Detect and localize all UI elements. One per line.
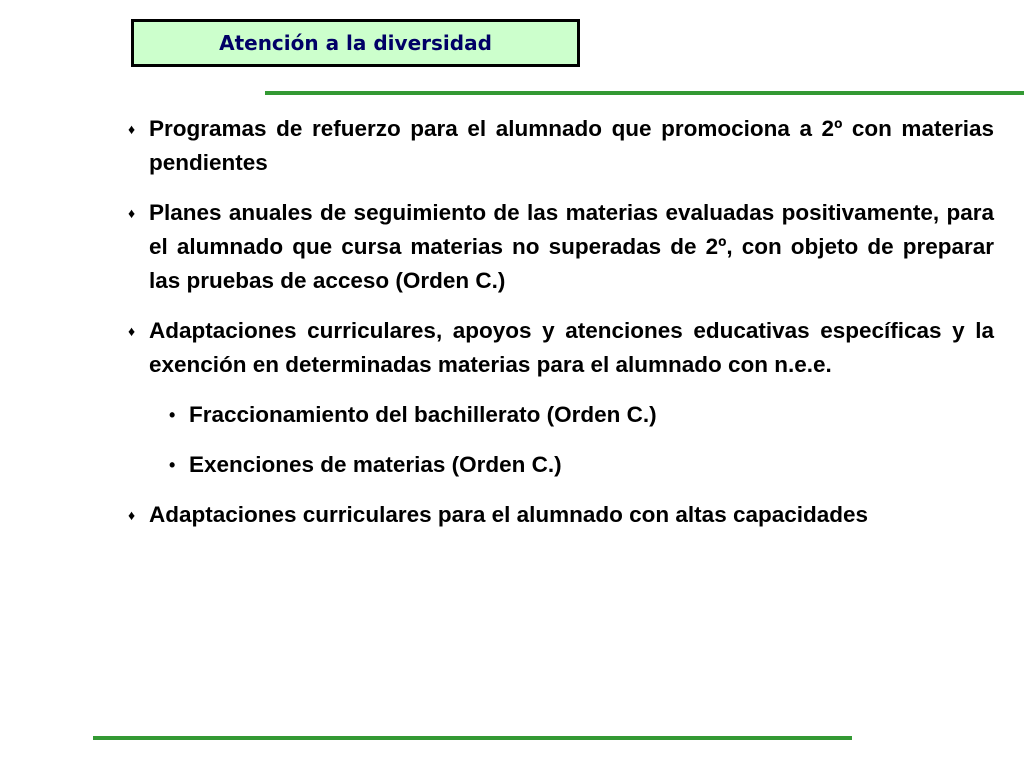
sub-bullet-item-fraccionamiento <box>128 398 994 432</box>
slide-title-box <box>131 19 580 67</box>
sub-bullet-item-exenciones <box>128 448 994 482</box>
top-divider <box>265 91 1024 95</box>
dot-bullet-icon: • <box>169 455 176 475</box>
slide-title: Atención a la diversidad <box>219 31 492 55</box>
bullet-text: Exenciones de materias (Orden C.) <box>189 452 562 477</box>
diamond-bullet-icon: ♦ <box>128 121 136 137</box>
bullet-text: Programas de refuerzo para el alumnado que promociona a 2º con materias pendientes <box>149 116 994 175</box>
bullet-text: Adaptaciones curriculares para el alumnado con altas capacidades <box>149 502 869 527</box>
diamond-bullet-icon: ♦ <box>128 205 136 221</box>
diamond-bullet-icon: ♦ <box>128 507 136 523</box>
bullet-item-planes-anuales <box>128 196 994 298</box>
bottom-divider <box>93 736 852 740</box>
bullet-list <box>128 112 994 548</box>
bullet-item-altas-capacidades <box>128 498 994 532</box>
bullet-item-refuerzo <box>128 112 994 180</box>
bullet-text: Planes anuales de seguimiento de las materias evaluadas positivamente, para el alumnado que cursa materias no superadas de 2º, con objeto de preparar las pruebas de acceso (Orden C.) <box>149 200 994 293</box>
bullet-text: Fraccionamiento del bachillerato (Orden C.) <box>189 402 657 427</box>
bullet-text: Adaptaciones curriculares, apoyos y atenciones educativas específicas y la exención en determinadas materias para el alumnado con n.e.e. <box>149 318 994 377</box>
dot-bullet-icon: • <box>169 405 176 425</box>
bullet-item-adaptaciones-nee <box>128 314 994 382</box>
diamond-bullet-icon: ♦ <box>128 323 136 339</box>
